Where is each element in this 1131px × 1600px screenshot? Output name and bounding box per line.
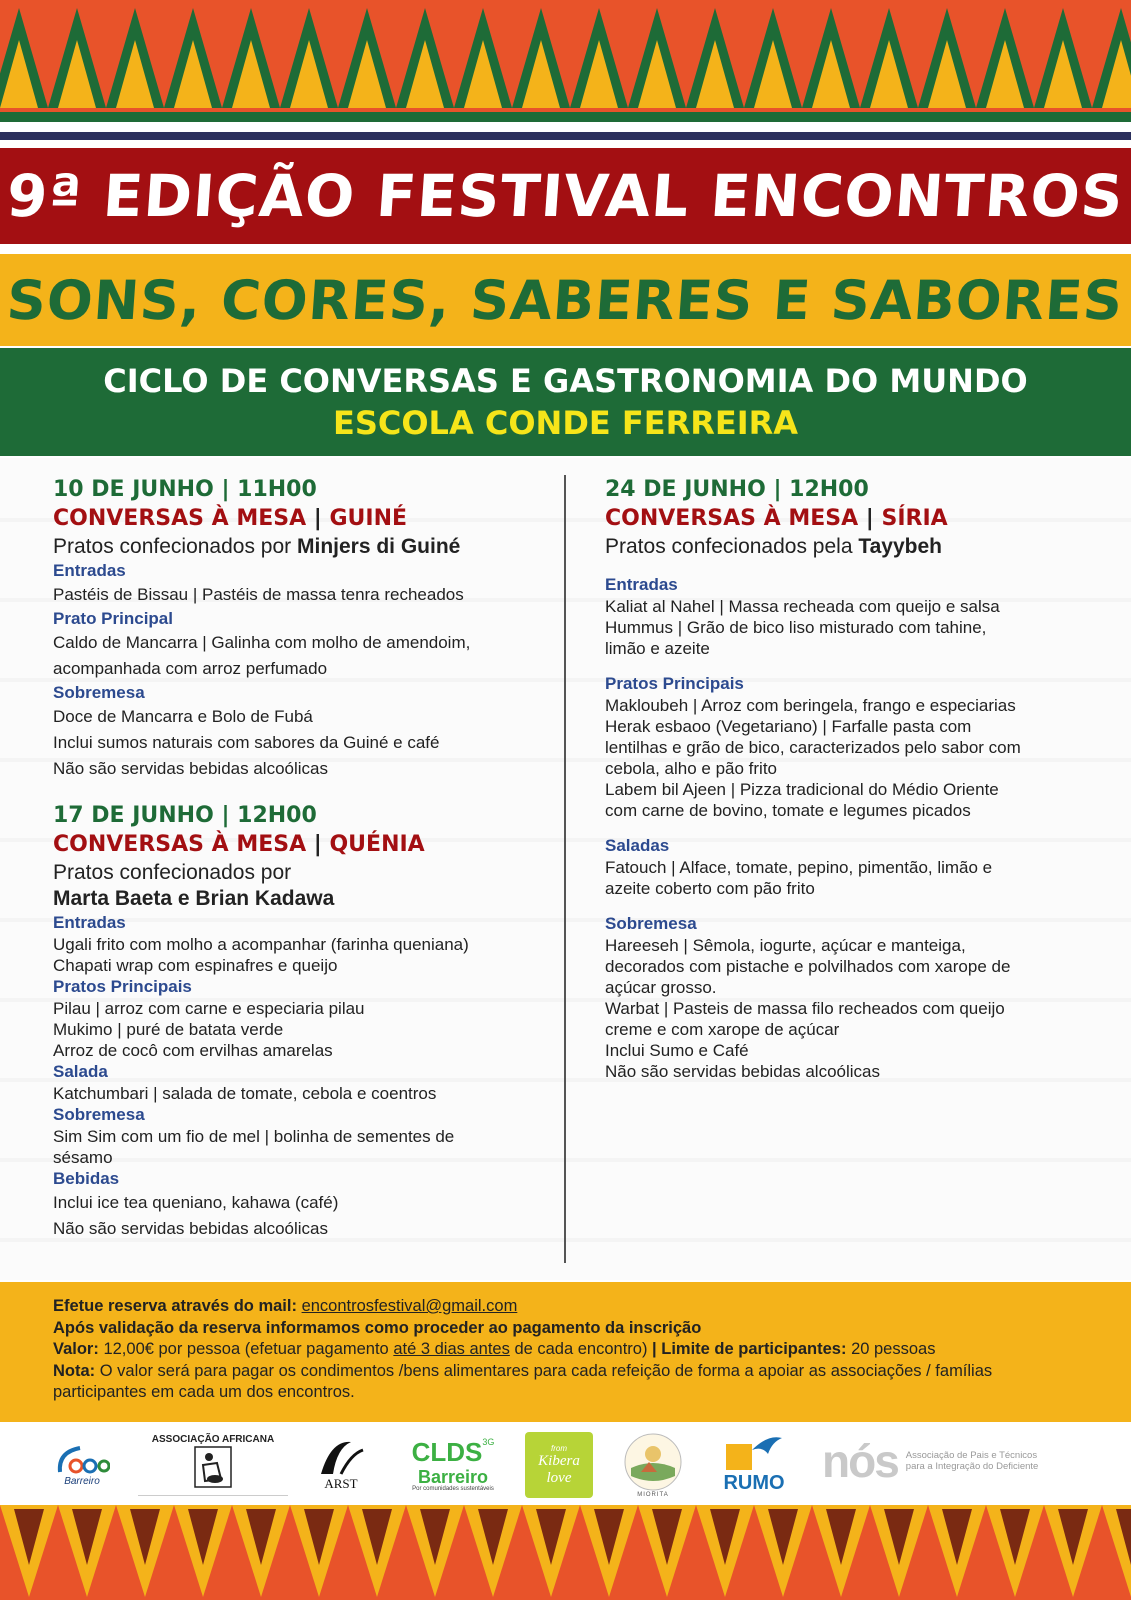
section-heading: Pratos Principais	[605, 674, 744, 693]
menu-item: Chapati wrap com espinafres e queijo	[53, 956, 338, 975]
cycle-title: CICLO DE CONVERSAS E GASTRONOMIA DO MUNDO	[103, 362, 1028, 400]
menu-item: Pastéis de Bissau | Pastéis de massa tenra recheados	[53, 585, 464, 604]
menu-item: Inclui Sumo e Café	[605, 1041, 749, 1060]
menu-item: Herak esbaoo (Vegetariano) | Farfalle pasta com	[605, 717, 972, 736]
menu-item: creme e com xarope de açúcar	[605, 1020, 840, 1039]
menu-item: Inclui sumos naturais com sabores da Guiné e café	[53, 733, 440, 752]
associacao-africana-logo	[138, 1434, 288, 1496]
menu-item: sésamo	[53, 1148, 113, 1167]
menu-item: acompanhada com arroz perfumado	[53, 659, 328, 678]
menu-item: Makloubeh | Arroz com beringela, frango e especiarias	[605, 696, 1016, 715]
section-heading: Entradas	[53, 561, 126, 580]
rumo-label: RUMO	[723, 1471, 785, 1494]
event-siria	[605, 476, 1085, 1082]
nos-desc-2: para a Integração do Deficiente	[905, 1461, 1039, 1472]
event-guine	[53, 476, 548, 782]
reservation-line: Efetue reserva através do mail: encontrosfestival@gmail.com	[53, 1297, 518, 1315]
menu-item: Fatouch | Alface, tomate, pepino, pimentão, limão e	[605, 858, 993, 877]
nos-logo	[822, 1436, 1082, 1486]
arst-label: ARST	[324, 1476, 358, 1491]
drummer-icon	[193, 1445, 233, 1489]
menu-item: Arroz de cocô com ervilhas amarelas	[53, 1041, 333, 1060]
menu-item: Pilau | arroz com carne e especiaria pilau	[53, 999, 365, 1018]
validation-line: Após validação da reserva informamos como proceder ao pagamento da inscrição	[53, 1318, 702, 1337]
barreiro-logo	[50, 1434, 114, 1494]
rumo-logo	[718, 1430, 790, 1496]
menu-item: Warbat | Pasteis de massa filo recheados com queijo	[605, 999, 1005, 1018]
menu-item: lentilhas e grão de bico, caracterizados pelo sabor com	[605, 738, 1021, 757]
country-label: QUÉNIA	[329, 832, 425, 857]
subtitle-band	[0, 254, 1131, 346]
event-date: 24 DE JUNHO | 12H00	[605, 477, 869, 502]
left-column	[53, 476, 548, 1242]
conversation-label: CONVERSAS À MESA	[605, 506, 859, 531]
kibera-love-logo	[525, 1432, 593, 1498]
menu-item: Hareeseh | Sêmola, iogurte, açúcar e manteiga,	[605, 936, 966, 955]
menu-item: Inclui ice tea queniano, kahawa (café)	[53, 1193, 339, 1212]
section-heading: Sobremesa	[53, 1105, 145, 1124]
prepared-by	[53, 886, 548, 912]
event-quenia	[53, 802, 548, 1242]
country-label: SÍRIA	[881, 506, 948, 531]
prepared-by: Pratos confecionados pela Tayybeh	[605, 535, 942, 558]
note-line: Nota: O valor será para pagar os condimentos /bens alimentares para cada refeição de forma a apoiar as associações / famílias participantes em cada um dos encontros.	[53, 1361, 993, 1401]
reservation-info	[0, 1282, 1131, 1422]
chef-name: Minjers di Guiné	[297, 535, 461, 558]
menu-item: limão e azeite	[605, 639, 710, 658]
event-heading: CONVERSAS À MESA | GUINÉ	[53, 506, 408, 531]
prepared-by: Pratos confecionados por Minjers di Guiné	[53, 535, 461, 558]
clds-logo	[410, 1432, 496, 1496]
top-decorative-pattern	[0, 0, 1131, 145]
price-line: Valor: 12,00€ por pessoa (efetuar pagamento até 3 dias antes de cada encontro) | Limite de participantes: 20 pessoas	[53, 1340, 936, 1358]
clds-label: CLDS	[411, 1436, 483, 1467]
arst-logo	[306, 1434, 376, 1494]
section-heading: Prato Principal	[53, 609, 173, 628]
partner-logos	[0, 1422, 1131, 1505]
menu-item: Doce de Mancarra e Bolo de Fubá	[53, 707, 313, 726]
menu-item: Caldo de Mancarra | Galinha com molho de amendoim,	[53, 633, 471, 652]
menu-item: Hummus | Grão de bico liso misturado com tahine,	[605, 618, 987, 637]
menu-item: cebola, alho e pão frito	[605, 759, 778, 778]
section-heading: Bebidas	[53, 1169, 120, 1188]
kibera-love-label: love	[546, 1469, 572, 1486]
clds-sup: 3G	[482, 1436, 495, 1447]
menu-item: Não são servidas bebidas alcoólicas	[53, 1219, 328, 1238]
barreiro-emblem-icon	[54, 1442, 110, 1476]
conversation-label: CONVERSAS À MESA	[53, 832, 307, 857]
right-column	[605, 476, 1085, 1082]
menu-item: azeite coberto com pão frito	[605, 879, 815, 898]
clds-tagline: Por comunidades sustentáveis	[412, 1485, 494, 1492]
event-date: 10 DE JUNHO | 11H00	[53, 477, 317, 502]
event-heading: CONVERSAS À MESA | SÍRIA	[605, 506, 948, 531]
menu-item: decorados com pistache e polvilhados com xarope de	[605, 957, 1011, 976]
menu-item: Não são servidas bebidas alcoólicas	[605, 1062, 880, 1081]
miorita-logo	[618, 1430, 688, 1500]
barreiro-label: Barreiro	[64, 1475, 100, 1487]
venue-title: ESCOLA CONDE FERREIRA	[332, 404, 799, 442]
nos-label: nós	[822, 1435, 898, 1487]
prepared-by-prefix: Pratos confecionados por	[53, 861, 292, 884]
menu-item: Kaliat al Nahel | Massa recheada com queijo e salsa	[605, 597, 1000, 616]
section-heading: Sobremesa	[53, 683, 145, 702]
email-link[interactable]: encontrosfestival@gmail.com	[301, 1297, 518, 1315]
clds-barreiro-label: Barreiro	[417, 1466, 489, 1487]
rumo-bird-icon	[722, 1432, 786, 1472]
kibera-pre: from	[551, 1443, 567, 1453]
menu-item: Ugali frito com molho a acompanhar (farinha queniana)	[53, 935, 469, 954]
menu-item: Katchumbari | salada de tomate, cebola e coentros	[53, 1084, 437, 1103]
menu-item: com carne de bovino, tomate e legumes picados	[605, 801, 971, 820]
country-label: GUINÉ	[329, 506, 408, 531]
menu-item: Mukimo | puré de batata verde	[53, 1020, 284, 1039]
menu-item: Sim Sim com um fio de mel | bolinha de sementes de	[53, 1127, 455, 1146]
section-heading: Salada	[53, 1062, 108, 1081]
conversation-label: CONVERSAS À MESA	[53, 506, 307, 531]
menu-item: Não são servidas bebidas alcoólicas	[53, 759, 328, 778]
cycle-band	[0, 348, 1131, 456]
chef-name: Tayybeh	[858, 535, 942, 558]
title-band	[0, 148, 1131, 244]
kibera-label: Kibera	[538, 1452, 580, 1469]
section-heading: Sobremesa	[605, 914, 697, 933]
festival-title: 9ª EDIÇÃO FESTIVAL ENCONTROS	[4, 162, 1127, 230]
section-heading: Entradas	[605, 575, 678, 594]
event-date: 17 DE JUNHO | 12H00	[53, 803, 317, 828]
section-heading: Entradas	[53, 913, 126, 932]
chef-name: Marta Baeta e Brian Kadawa	[53, 887, 335, 910]
menu-item: açúcar grosso.	[605, 978, 717, 997]
miorita-label: MIORITA	[637, 1492, 669, 1498]
associacao-africana-label: ASSOCIAÇÃO AFRICANA	[151, 1434, 275, 1445]
miorita-seal-icon	[623, 1432, 683, 1492]
arst-swoosh-icon	[311, 1436, 371, 1476]
section-heading: Pratos Principais	[53, 977, 192, 996]
section-heading: Saladas	[605, 836, 670, 855]
column-divider	[564, 475, 566, 1263]
nos-desc-1: Associação de Pais e Técnicos	[905, 1450, 1038, 1461]
festival-subtitle: SONS, CORES, SABERES E SABORES	[5, 268, 1126, 332]
bottom-decorative-pattern	[0, 1505, 1131, 1600]
event-heading: CONVERSAS À MESA | QUÉNIA	[53, 832, 425, 857]
menu-item: Labem bil Ajeen | Pizza tradicional do Médio Oriente	[605, 780, 999, 799]
